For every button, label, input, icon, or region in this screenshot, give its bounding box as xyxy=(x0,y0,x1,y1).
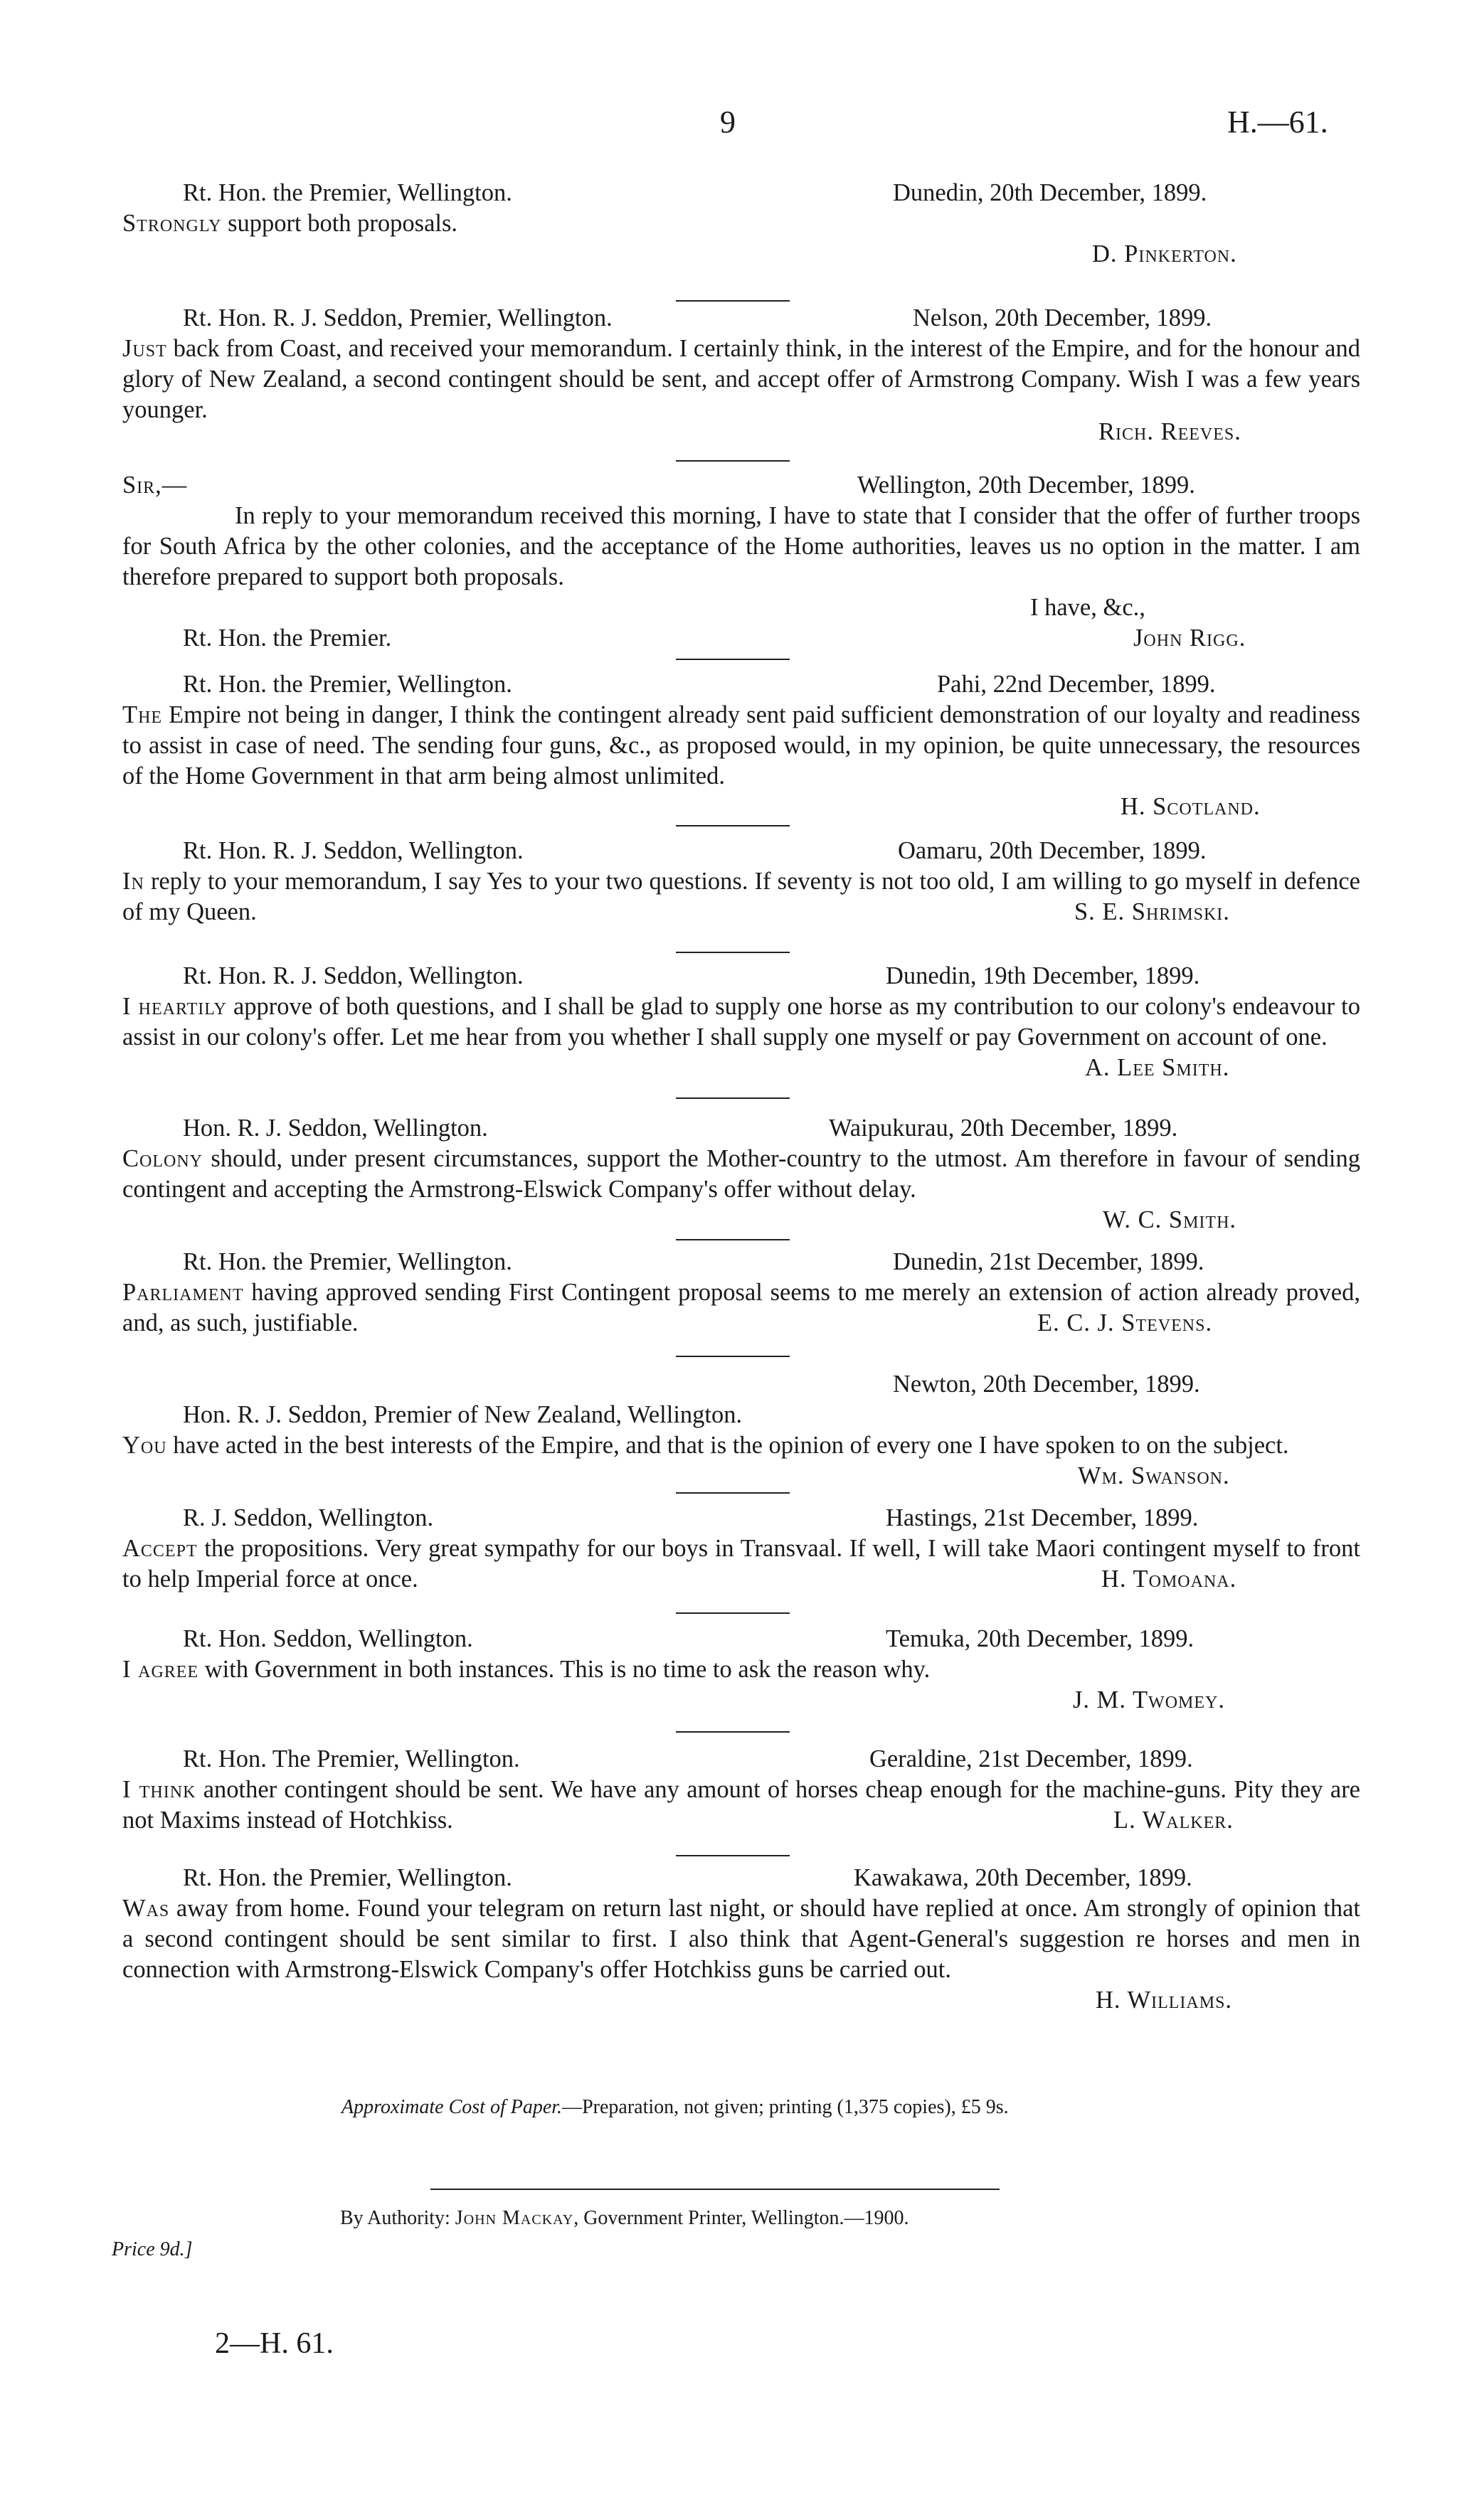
letter-body xyxy=(122,1654,930,1685)
place-date: Oamaru, 20th December, 1899. xyxy=(898,837,1207,864)
addressee: Rt. Hon. the Premier, Wellington. xyxy=(183,1248,512,1275)
addressee: Rt. Hon. the Premier, Wellington. xyxy=(183,179,512,206)
addressee: Rt. Hon. the Premier, Wellington. xyxy=(183,1864,512,1891)
addressee: Rt. Hon. the Premier. xyxy=(183,624,392,652)
signature: W. C. Smith. xyxy=(1103,1206,1237,1233)
body-text: Empire not being in danger, I think the contingent already sent paid sufficient demonstration of our loyalty and readiness to assist in case of need. The sending four guns, &c., as proposed would, in my opinion, be quite unnecessary, the resources of the Home Government in that arm being almost unlimited. xyxy=(122,701,1360,790)
section-rule xyxy=(676,1097,790,1099)
lead-word: The xyxy=(122,701,163,728)
lead-word: Accept xyxy=(122,1535,198,1562)
place-date: Pahi, 22nd December, 1899. xyxy=(937,671,1216,698)
addressee: R. J. Seddon, Wellington. xyxy=(183,1504,434,1531)
signature: S. E. Shrimski. xyxy=(1074,898,1230,925)
lead-word: Colony xyxy=(122,1145,203,1172)
section-rule xyxy=(676,460,790,462)
salutation: Sir,— xyxy=(122,472,188,499)
signature: John Rigg. xyxy=(1133,624,1246,652)
signature: H. Tomoana. xyxy=(1101,1565,1237,1593)
place-date: Dunedin, 21st December, 1899. xyxy=(893,1248,1204,1275)
price: Price 9d.] xyxy=(112,2238,193,2260)
lead-word: Was xyxy=(122,1895,170,1922)
body-text: reply to your memorandum, I say Yes to your two questions. If seventy is not too old, I am willing to go myself in defence of my Queen. xyxy=(122,868,1360,925)
lead-word: In xyxy=(122,868,144,895)
closing: I have, &c., xyxy=(1030,594,1145,621)
cost-label: Approximate Cost of Paper. xyxy=(341,2096,563,2118)
place-date: Geraldine, 21st December, 1899. xyxy=(869,1745,1193,1772)
body-text: away from home. Found your telegram on return last night, or should have replied at once. Am strongly of opinion that a second contingent should be sent similar to first. I also think that Agent-General's suggestion re horses and men in connection with Armstrong-Elswick Company's offer Hotchkiss guns be carried out. xyxy=(122,1895,1360,1983)
cost-text: —Preparation, not given; printing (1,375 copies), £5 9s. xyxy=(562,2096,1009,2118)
lead-word: Strongly xyxy=(122,210,222,237)
section-rule xyxy=(676,825,790,826)
lead-word: I think xyxy=(122,1776,196,1803)
signature: Rich. Reeves. xyxy=(1098,418,1241,445)
section-rule xyxy=(676,1356,790,1357)
addressee: Rt. Hon. R. J. Seddon, Premier, Wellington. xyxy=(183,304,613,331)
lead-word: You xyxy=(122,1432,167,1459)
document-reference: H.—61. xyxy=(1227,105,1328,139)
page-number: 9 xyxy=(720,105,736,139)
lead-word: Parliament xyxy=(122,1279,244,1306)
place-date: Dunedin, 19th December, 1899. xyxy=(886,962,1200,989)
letter-body xyxy=(122,208,457,239)
place-date: Nelson, 20th December, 1899. xyxy=(913,304,1212,331)
section-rule xyxy=(676,952,790,953)
signature: D. Pinkerton. xyxy=(1092,240,1237,267)
authority-text: , Government Printer, Wellington.—1900. xyxy=(573,2207,909,2229)
signature: A. Lee Smith. xyxy=(1085,1054,1230,1081)
section-rule xyxy=(676,1731,790,1733)
letter-body xyxy=(122,1144,1360,1205)
section-rule xyxy=(676,1855,790,1856)
signature: H. Scotland. xyxy=(1121,793,1261,820)
body-text: support both proposals. xyxy=(221,210,458,237)
body-text: have acted in the best interests of the Empire, and that is the opinion of every one I have spoken to on the subject. xyxy=(166,1432,1289,1459)
printer-name: John Mackay xyxy=(455,2207,574,2229)
place-date: Wellington, 20th December, 1899. xyxy=(857,472,1195,499)
letter-body xyxy=(122,1430,1360,1461)
body-text: the propositions. Very great sympathy for our boys in Transvaal. If well, I will take Maori contingent myself to front to help Imperial force at once. xyxy=(122,1535,1360,1593)
place-date: Kawakawa, 20th December, 1899. xyxy=(854,1864,1192,1891)
footer-rule xyxy=(430,2189,1000,2190)
section-rule xyxy=(676,659,790,660)
body-text: approve of both questions, and I shall be glad to supply one horse as my contribution to our colony's endeavour to assist in our colony's offer. Let me hear from you whether I shall supply one myself or pay Government on account of one. xyxy=(122,993,1360,1051)
letter-body xyxy=(122,991,1360,1053)
lead-word: I heartily xyxy=(122,993,227,1020)
section-rule xyxy=(676,1612,790,1614)
cost-of-paper-note xyxy=(341,2096,1009,2119)
sheet-signature-mark: 2—H. 61. xyxy=(215,2327,334,2360)
signature: Wm. Swanson. xyxy=(1078,1462,1230,1489)
letter-body xyxy=(122,700,1360,792)
body-text: another contingent should be sent. We have any amount of horses cheap enough for the machine-guns. Pity they are not Maxims instead of Hotchkiss. xyxy=(122,1776,1360,1834)
section-rule xyxy=(676,300,790,302)
printer-authority xyxy=(340,2207,909,2230)
addressee: Rt. Hon. The Premier, Wellington. xyxy=(183,1745,520,1772)
place-date: Hastings, 21st December, 1899. xyxy=(886,1504,1199,1531)
addressee: Rt. Hon. R. J. Seddon, Wellington. xyxy=(183,837,524,864)
body-text: back from Coast, and received your memorandum. I certainly think, in the interest of the Empire, and for the honour and glory of New Zealand, a second contingent should be sent, and accept offer of Armstrong Company. Wish I was a few years younger. xyxy=(122,335,1360,423)
place-date: Newton, 20th December, 1899. xyxy=(893,1371,1200,1398)
signature: J. M. Twomey. xyxy=(1073,1686,1225,1713)
place-date: Dunedin, 20th December, 1899. xyxy=(893,179,1207,206)
signature: H. Williams. xyxy=(1096,1987,1233,2014)
addressee: Rt. Hon. R. J. Seddon, Wellington. xyxy=(183,962,524,989)
section-rule xyxy=(676,1239,790,1240)
addressee: Rt. Hon. Seddon, Wellington. xyxy=(183,1625,473,1652)
body-text: should, under present circumstances, support the Mother-country to the utmost. Am therefore in favour of sending contingent and accepting the Armstrong-Elswick Company's offer without delay. xyxy=(122,1145,1360,1203)
section-rule xyxy=(676,1492,790,1494)
addressee: Hon. R. J. Seddon, Premier of New Zealand, Wellington. xyxy=(183,1401,743,1428)
lead-word: I agree xyxy=(122,1656,199,1683)
authority-label: By Authority: xyxy=(340,2207,450,2229)
letter-body xyxy=(122,334,1360,425)
signature: L. Walker. xyxy=(1113,1807,1234,1834)
lead-word: Just xyxy=(122,335,167,362)
body-text: having approved sending First Contingent proposal seems to me merely an extension of action already proved, and, as such, justifiable. xyxy=(122,1279,1360,1336)
place-date: Waipukurau, 20th December, 1899. xyxy=(829,1115,1178,1142)
letter-body: In reply to your memorandum received this morning, I have to state that I consider that the offer of further troops for South Africa by the other colonies, and the acceptance of the Home authorities, leaves us no option in the matter. I am therefore prepared to support both proposals. xyxy=(122,502,1360,590)
place-date: Temuka, 20th December, 1899. xyxy=(886,1625,1195,1652)
body-text: with Government in both instances. This is no time to ask the reason why. xyxy=(198,1656,931,1683)
addressee: Hon. R. J. Seddon, Wellington. xyxy=(183,1115,488,1142)
addressee: Rt. Hon. the Premier, Wellington. xyxy=(183,671,512,698)
letter-body xyxy=(122,1893,1360,1985)
signature: E. C. J. Stevens. xyxy=(1037,1309,1213,1336)
